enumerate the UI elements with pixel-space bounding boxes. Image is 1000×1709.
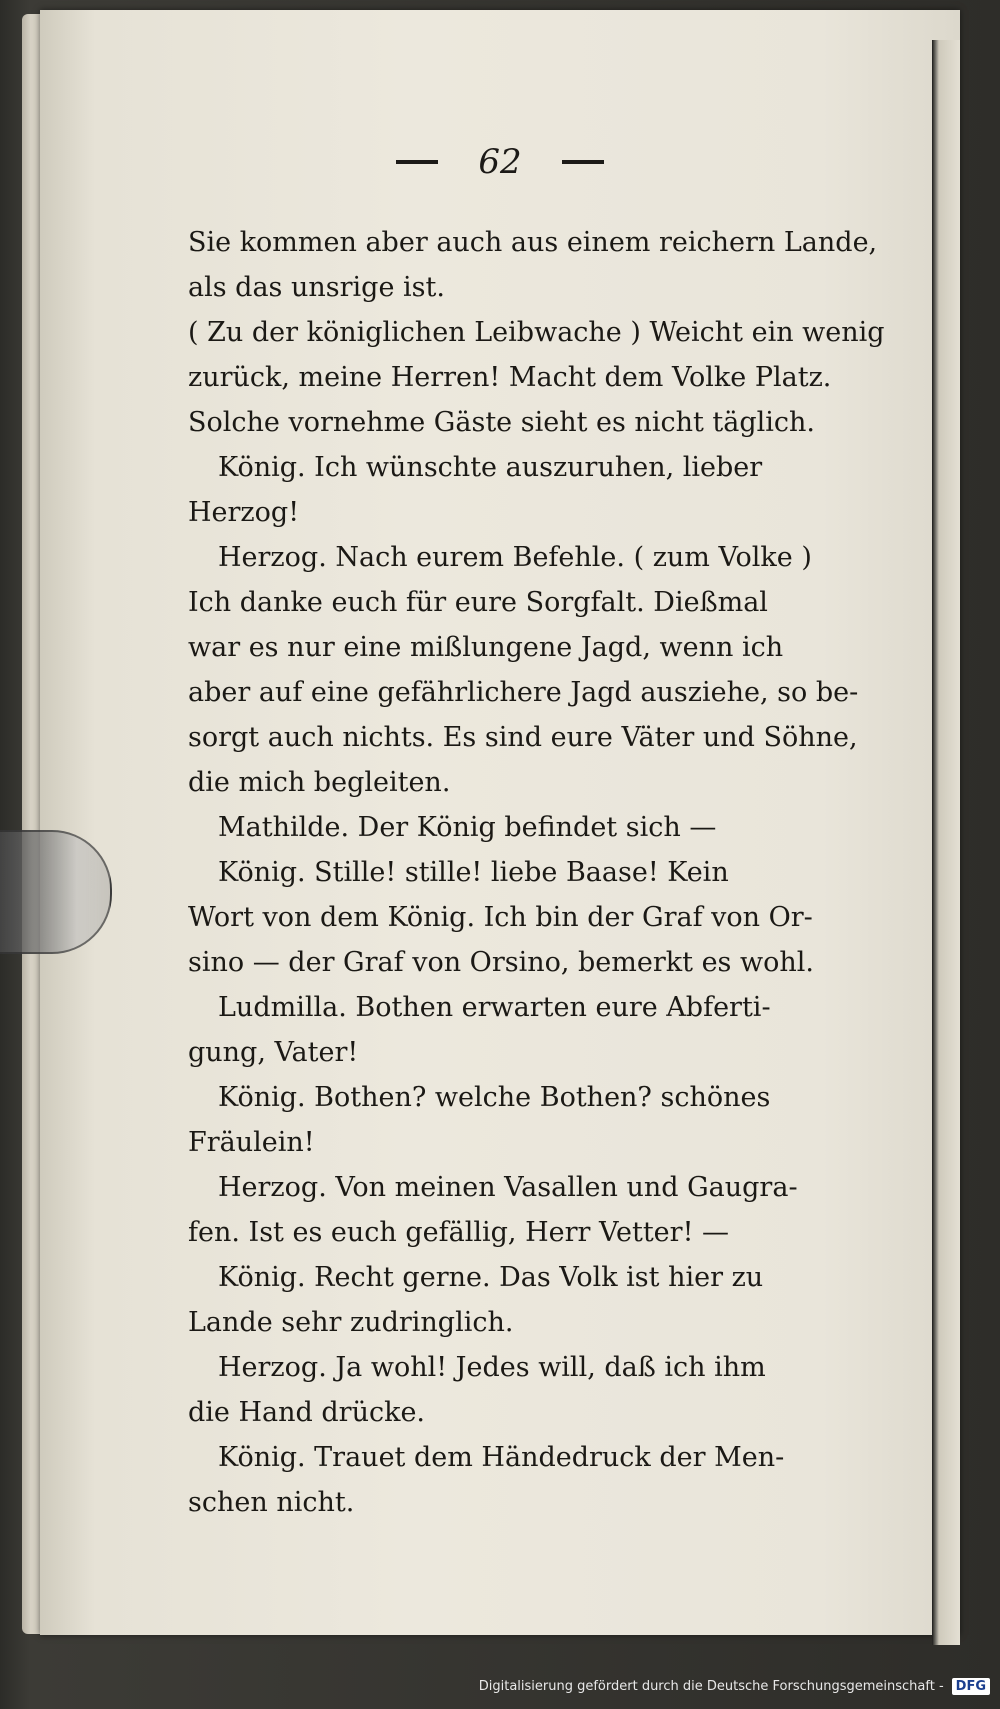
text-line: schen nicht. [188, 1487, 355, 1518]
text-line: fen. Ist es euch gefällig, Herr Vetter! — [188, 1217, 730, 1248]
text-line: die mich begleiten. [188, 767, 451, 798]
body-text [188, 220, 908, 1525]
text-line: Wort von dem König. Ich bin der Graf von Or- [188, 902, 813, 933]
text-line: Herzog. Nach eurem Befehle. ( zum Volke ) [218, 542, 812, 573]
text-line: König. Ich wünschte auszuruhen, lieber [218, 452, 763, 483]
text-line: Mathilde. Der König befindet sich — [218, 812, 717, 843]
text-line: Lande sehr zudringlich. [188, 1307, 514, 1338]
text-line: ( Zu der königlichen Leibwache ) Weicht ein wenig [188, 317, 885, 348]
text-line: Solche vornehme Gäste sieht es nicht täglich. [188, 407, 815, 438]
text-line: König. Recht gerne. Das Volk ist hier zu [218, 1262, 764, 1293]
digitization-credit: Digitalisierung gefördert durch die Deutsche Forschungsgemeinschaft - [478, 1679, 944, 1694]
text-line: Ich danke euch für eure Sorgfalt. Dießmal [188, 587, 768, 618]
text-line: Herzog. Ja wohl! Jedes will, daß ich ihm [218, 1352, 766, 1383]
text-line: Sie kommen aber auch aus einem reichern Lande, [188, 227, 878, 258]
text-line: als das unsrige ist. [188, 272, 445, 303]
book-page [40, 10, 960, 1635]
text-line: Fräulein! [188, 1127, 315, 1158]
text-line: gung, Vater! [188, 1037, 359, 1068]
text-line: aber auf eine gefährlichere Jagd ausziehe, so be- [188, 677, 859, 708]
text-line: Ludmilla. Bothen erwarten eure Abferti- [218, 992, 771, 1023]
digitization-footer [479, 1678, 990, 1695]
facing-page-edge [932, 40, 960, 1645]
page-number: 62 [478, 142, 522, 182]
text-line: sorgt auch nichts. Es sind eure Väter und Söhne, [188, 722, 858, 753]
text-line: Herzog. Von meinen Vasallen und Gaugra- [218, 1172, 798, 1203]
header-dash-right [562, 160, 604, 164]
text-line: zurück, meine Herren! Macht dem Volke Platz. [188, 362, 832, 393]
text-line: war es nur eine mißlungene Jagd, wenn ich [188, 632, 784, 663]
text-line: König. Bothen? welche Bothen? schönes [218, 1082, 771, 1113]
header-dash-left [396, 160, 438, 164]
dfg-logo: DFG [952, 1678, 990, 1695]
text-line: Herzog! [188, 497, 300, 528]
page-header [40, 142, 960, 182]
page-clip [0, 830, 112, 954]
text-line: die Hand drücke. [188, 1397, 426, 1428]
text-line: sino — der Graf von Orsino, bemerkt es wohl. [188, 947, 814, 978]
text-line: König. Stille! stille! liebe Baase! Kein [218, 857, 729, 888]
text-line: König. Trauet dem Händedruck der Men- [218, 1442, 785, 1473]
